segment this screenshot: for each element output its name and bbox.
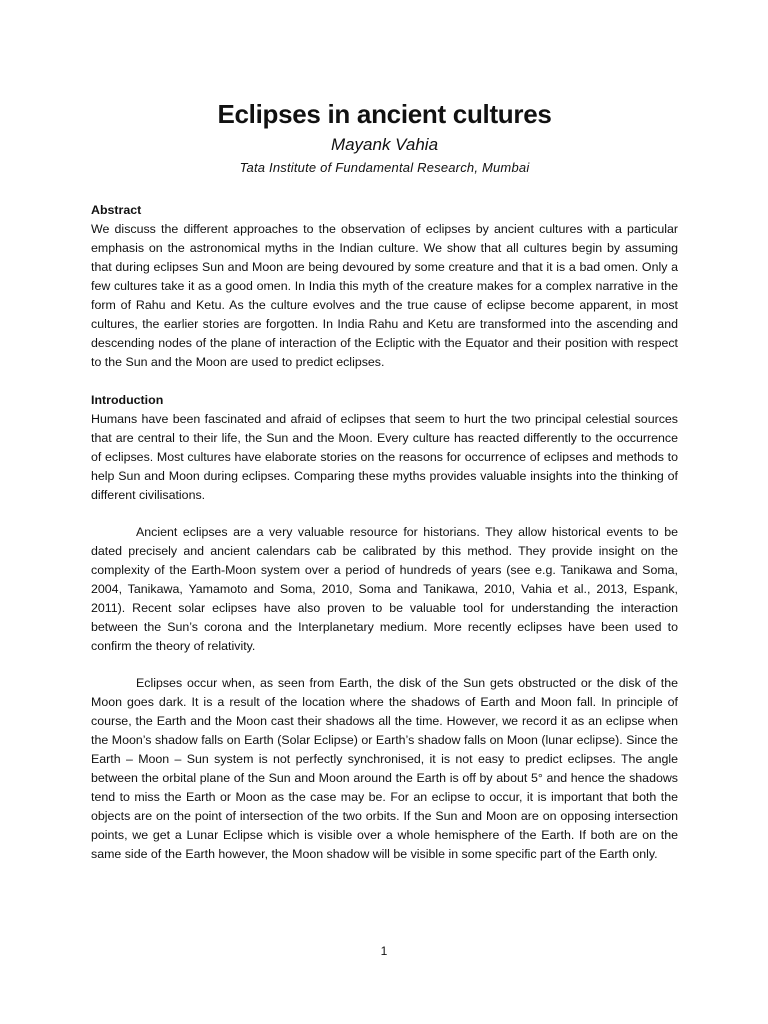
spacer <box>91 179 678 201</box>
paper-affiliation: Tata Institute of Fundamental Research, Mumbai <box>239 160 530 175</box>
page-number: 1 <box>380 944 388 958</box>
abstract-paragraph: We discuss the different approaches to the observation of eclipses by ancient cultures with a particular emphasis on the astronomical myths in the Indian culture. We show that all cultures begin by assuming that during eclipses Sun and Moon are being devoured by some creature and that it is a bad omen. Only a few cultures take it as a good omen. In India this myth of the creature makes for a complex narrative in the form of Rahu and Ketu. As the culture evolves and the true cause of eclipse become apparent, in most cultures, the earlier stories are forgotten. In India Rahu and Ketu are transformed into the ascending and descending nodes of the plane of interaction of the Ecliptic with the Equator and their position with respect to the Sun and the Moon are used to predict eclipses. <box>91 222 678 369</box>
abstract-heading: Abstract <box>91 203 142 217</box>
introduction-heading: Introduction <box>91 393 164 407</box>
spacer <box>91 505 678 523</box>
abstract-section <box>91 201 678 372</box>
introduction-paragraph-3: Eclipses occur when, as seen from Earth, the disk of the Sun gets obstructed or the disk of the Moon goes dark. It is a result of the location where the shadows of Earth and Moon fall. In principle of course, the Earth and the Moon cast their shadows all the time. However, we record it as an eclipse when the Moon’s shadow falls on Earth (Solar Eclipse) or Earth’s shadow falls on Moon (lunar eclipse). Since the Earth – Moon – Sun system is not perfectly synchronised, it is not easy to predict eclipses. The angle between the orbital plane of the Sun and Moon around the Earth is off by about 5° and hence the shadows tend to miss the Earth or Moon as the case may be. For an eclipse to occur, it is important that both the objects are on the point of intersection of the two orbits. If the Sun and Moon are on opposing intersection points, we get a Lunar Eclipse which is visible over a whole hemisphere of the Earth. If both are on the same side of the Earth however, the Moon shadow will be visible in some specific part of the Earth only. <box>91 676 678 861</box>
spacer <box>91 656 678 674</box>
paper-title: Eclipses in ancient cultures <box>217 99 552 129</box>
introduction-paragraph-2: Ancient eclipses are a very valuable resource for historians. They allow historical events to be dated precisely and ancient calendars cab be calibrated by this method. They provide insight on the complexity of the Earth-Moon system over a period of hundreds of years (see e.g. Tanikawa and Soma, 2004, Tanikawa, Yamamoto and Soma, 2010, Soma and Tanikawa, 2010, Vahia et al., 2013, Espank, 2011). Recent solar eclipses have also proven to be valuable tool for understanding the interaction between the Sun’s corona and the Interplanetary medium. More recently eclipses have been used to confirm the theory of relativity. <box>91 525 678 653</box>
spacer <box>91 372 678 391</box>
page-content <box>91 95 678 864</box>
introduction-paragraph-1: Humans have been fascinated and afraid of eclipses that seem to hurt the two principal celestial sources that are central to their life, the Sun and the Moon. Every culture has reacted differently to the occurrence of eclipses. Most cultures have elaborate stories on the reasons for occurrence of eclipses and methods to help Sun and Moon during eclipses. Comparing these myths provides valuable insights into the thinking of different civilisations. <box>91 412 678 502</box>
paper-author: Mayank Vahia <box>330 135 439 154</box>
introduction-section <box>91 391 678 864</box>
